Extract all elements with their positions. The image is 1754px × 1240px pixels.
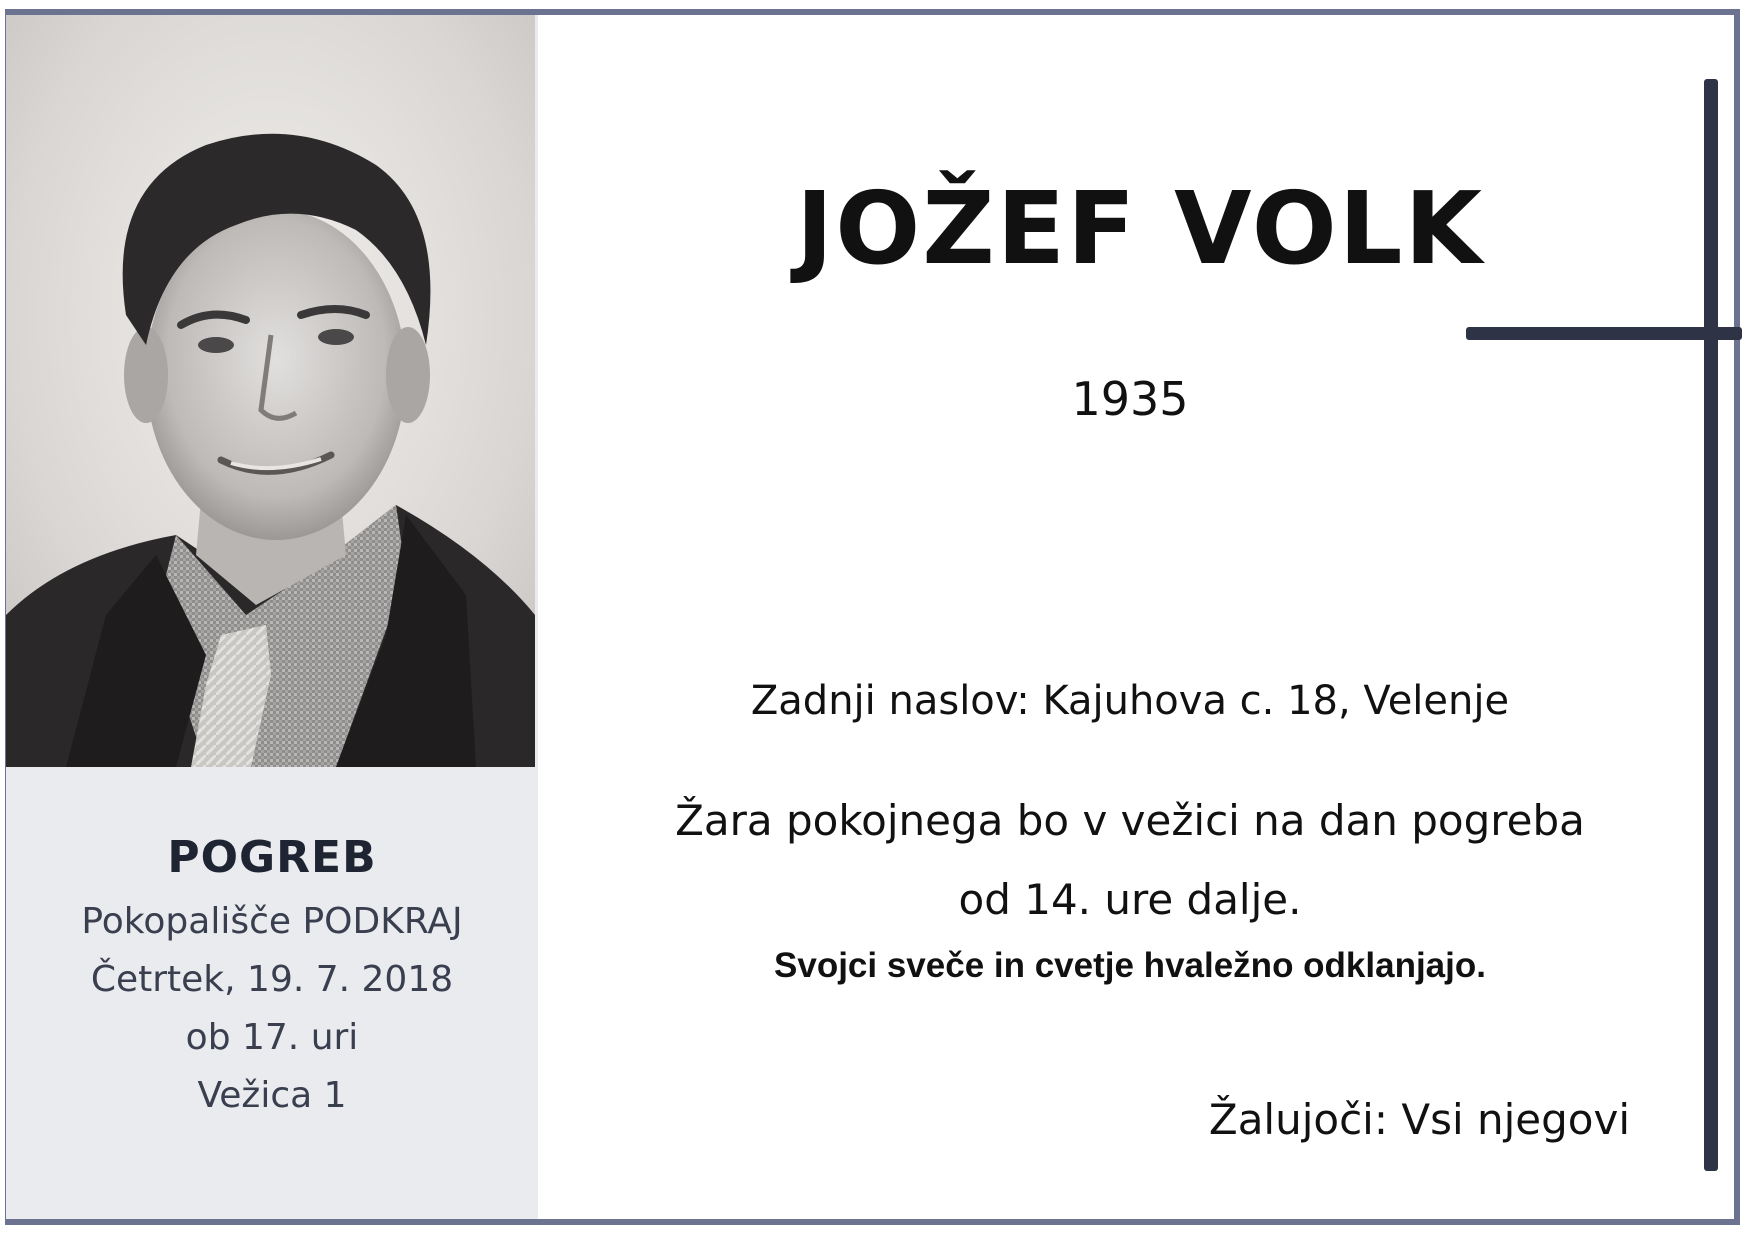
birth-year: 1935 [1071, 372, 1189, 426]
funeral-info [6, 832, 538, 1125]
urn-notice-line-1: Žara pokojnega bo v vežici na dan pogreba [675, 796, 1585, 845]
funeral-date: Četrtek, 19. 7. 2018 [90, 959, 454, 1000]
funeral-time: ob 17. uri [185, 1017, 359, 1058]
funeral-cemetery: Pokopališče PODKRAJ [81, 901, 463, 942]
mourners: Žalujoči: Vsi njegovi [1208, 1095, 1630, 1144]
cross-vertical-bar [1704, 79, 1718, 1171]
last-address: Zadnji naslov: Kajuhova c. 18, Velenje [750, 678, 1510, 724]
portrait-photo [6, 15, 535, 767]
funeral-chapel: Vežica 1 [197, 1075, 347, 1116]
urn-notice-line-2: od 14. ure dalje. [958, 875, 1302, 924]
funeral-title: POGREB [167, 832, 377, 883]
cross-horizontal-bar [1466, 327, 1742, 340]
deceased-name: JOŽEF VOLK [795, 170, 1485, 287]
family-request: Svojci sveče in cvetje hvaležno odklanjajo. [774, 946, 1486, 985]
